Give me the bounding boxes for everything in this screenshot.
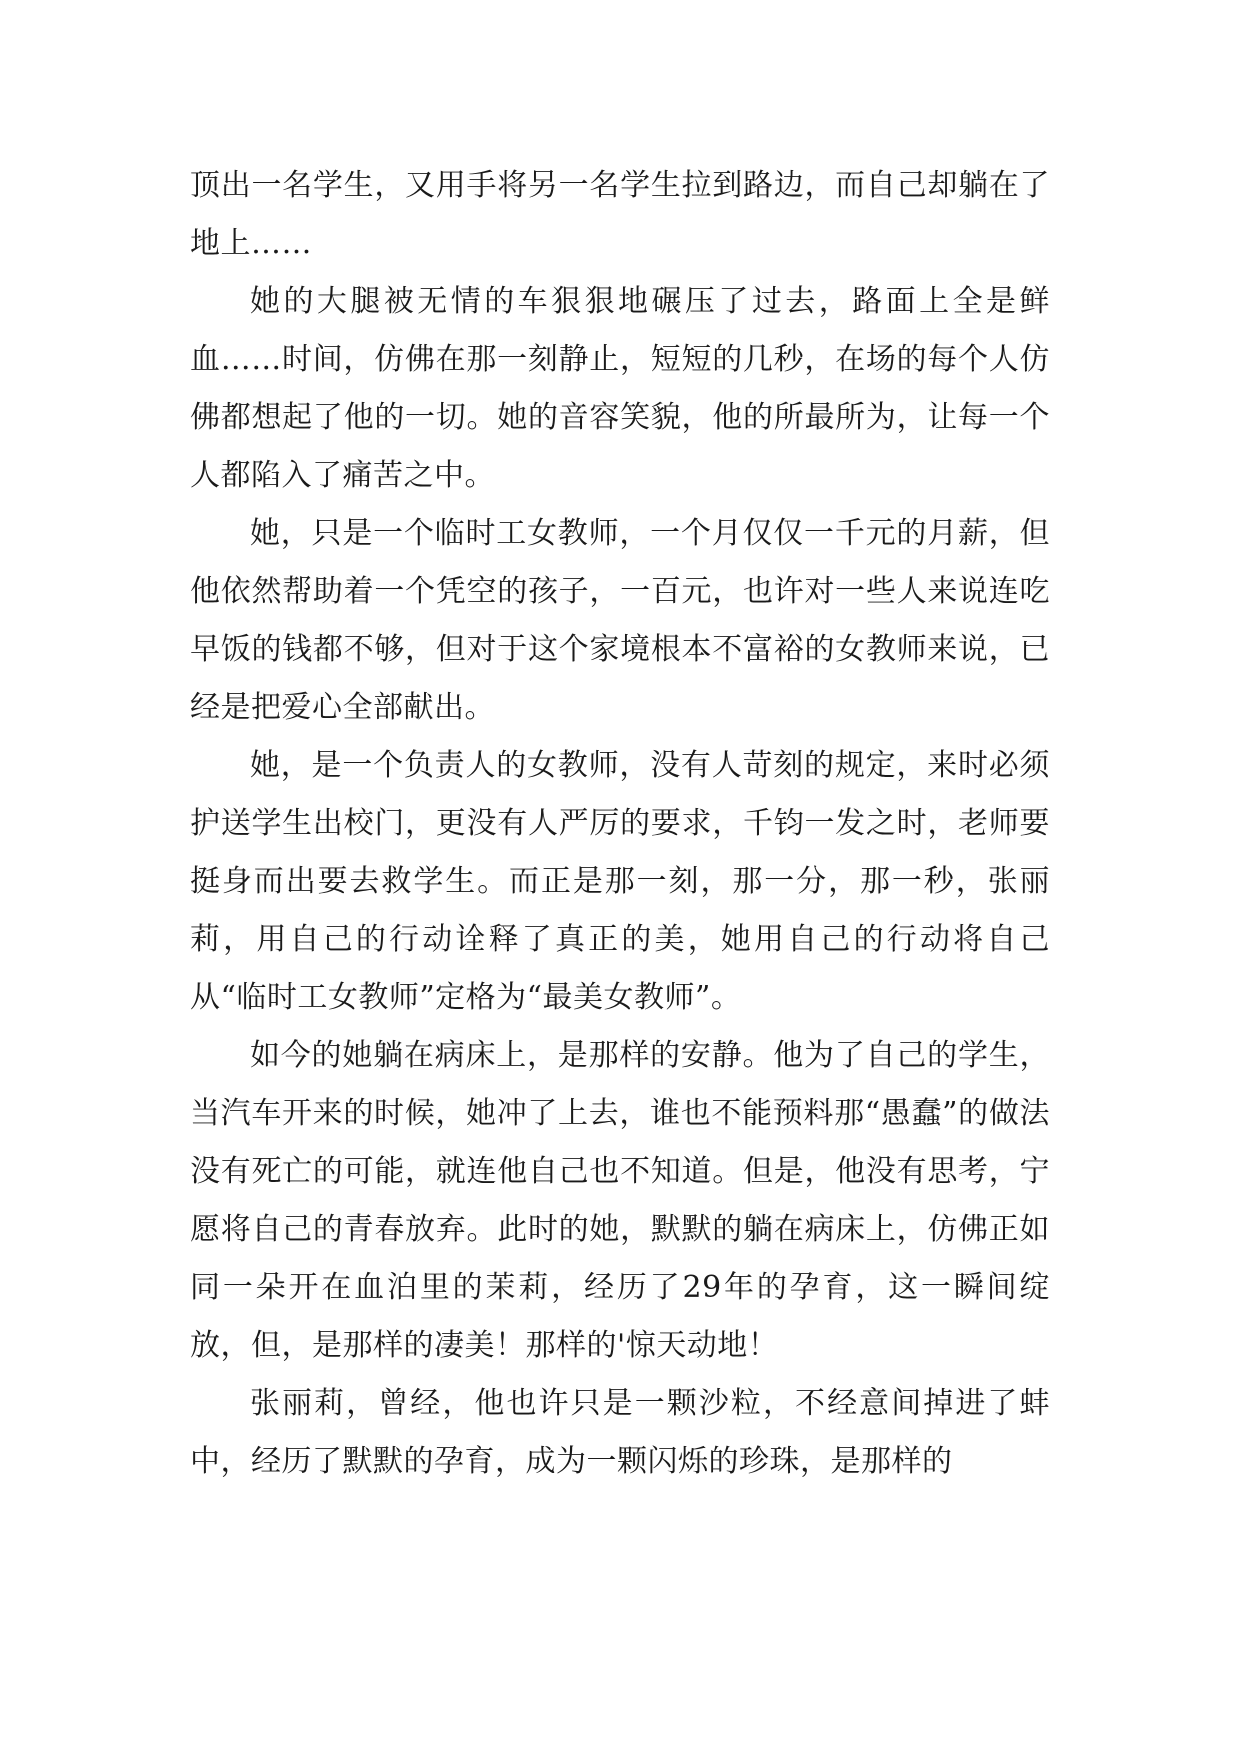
paragraph-5: 如今的她躺在病床上，是那样的安静。他为了自己的学生，当汽车开来的时候，她冲了上去，谁也不能预料那“愚蠢”的做法没有死亡的可能，就连他自己也不知道。但是，他没有思考，宁愿将自己的青春放弃。此时的她，默默的躺在病床上，仿佛正如同一朵开在血泊里的茉莉，经历了29年的孕育，这一瞬间绽放，但，是那样的凄美！那样的'惊天动地！ xyxy=(190,1038,1050,1363)
paragraph-3: 她，只是一个临时工女教师，一个月仅仅一千元的月薪，但他依然帮助着一个凭空的孩子，一百元，也许对一些人来说连吃早饭的钱都不够，但对于这个家境根本不富裕的女教师来说，已经是把爱心全部献出。 xyxy=(190,516,1050,725)
paragraph-4: 她，是一个负责人的女教师，没有人苛刻的规定，来时必须护送学生出校门，更没有人严厉的要求，千钧一发之时，老师要挺身而出要去救学生。而正是那一刻，那一分，那一秒，张丽莉，用自己的行动诠释了真正的美，她用自己的行动将自己从“临时工女教师”定格为“最美女教师”。 xyxy=(190,748,1050,1015)
document-body xyxy=(190,157,1050,1491)
paragraph-2: 她的大腿被无情的车狠狠地碾压了过去，路面上全是鲜血……时间，仿佛在那一刻静止，短短的几秒，在场的每个人仿佛都想起了他的一切。她的音容笑貌，他的所最所为，让每一个人都陷入了痛苦之中。 xyxy=(190,284,1050,493)
paragraph-1: 顶出一名学生，又用手将另一名学生拉到路边，而自己却躺在了地上…… xyxy=(190,168,1050,261)
paragraph-6: 张丽莉，曾经，他也许只是一颗沙粒，不经意间掉进了蚌中，经历了默默的孕育，成为一颗闪烁的珍珠，是那样的 xyxy=(190,1386,1050,1479)
